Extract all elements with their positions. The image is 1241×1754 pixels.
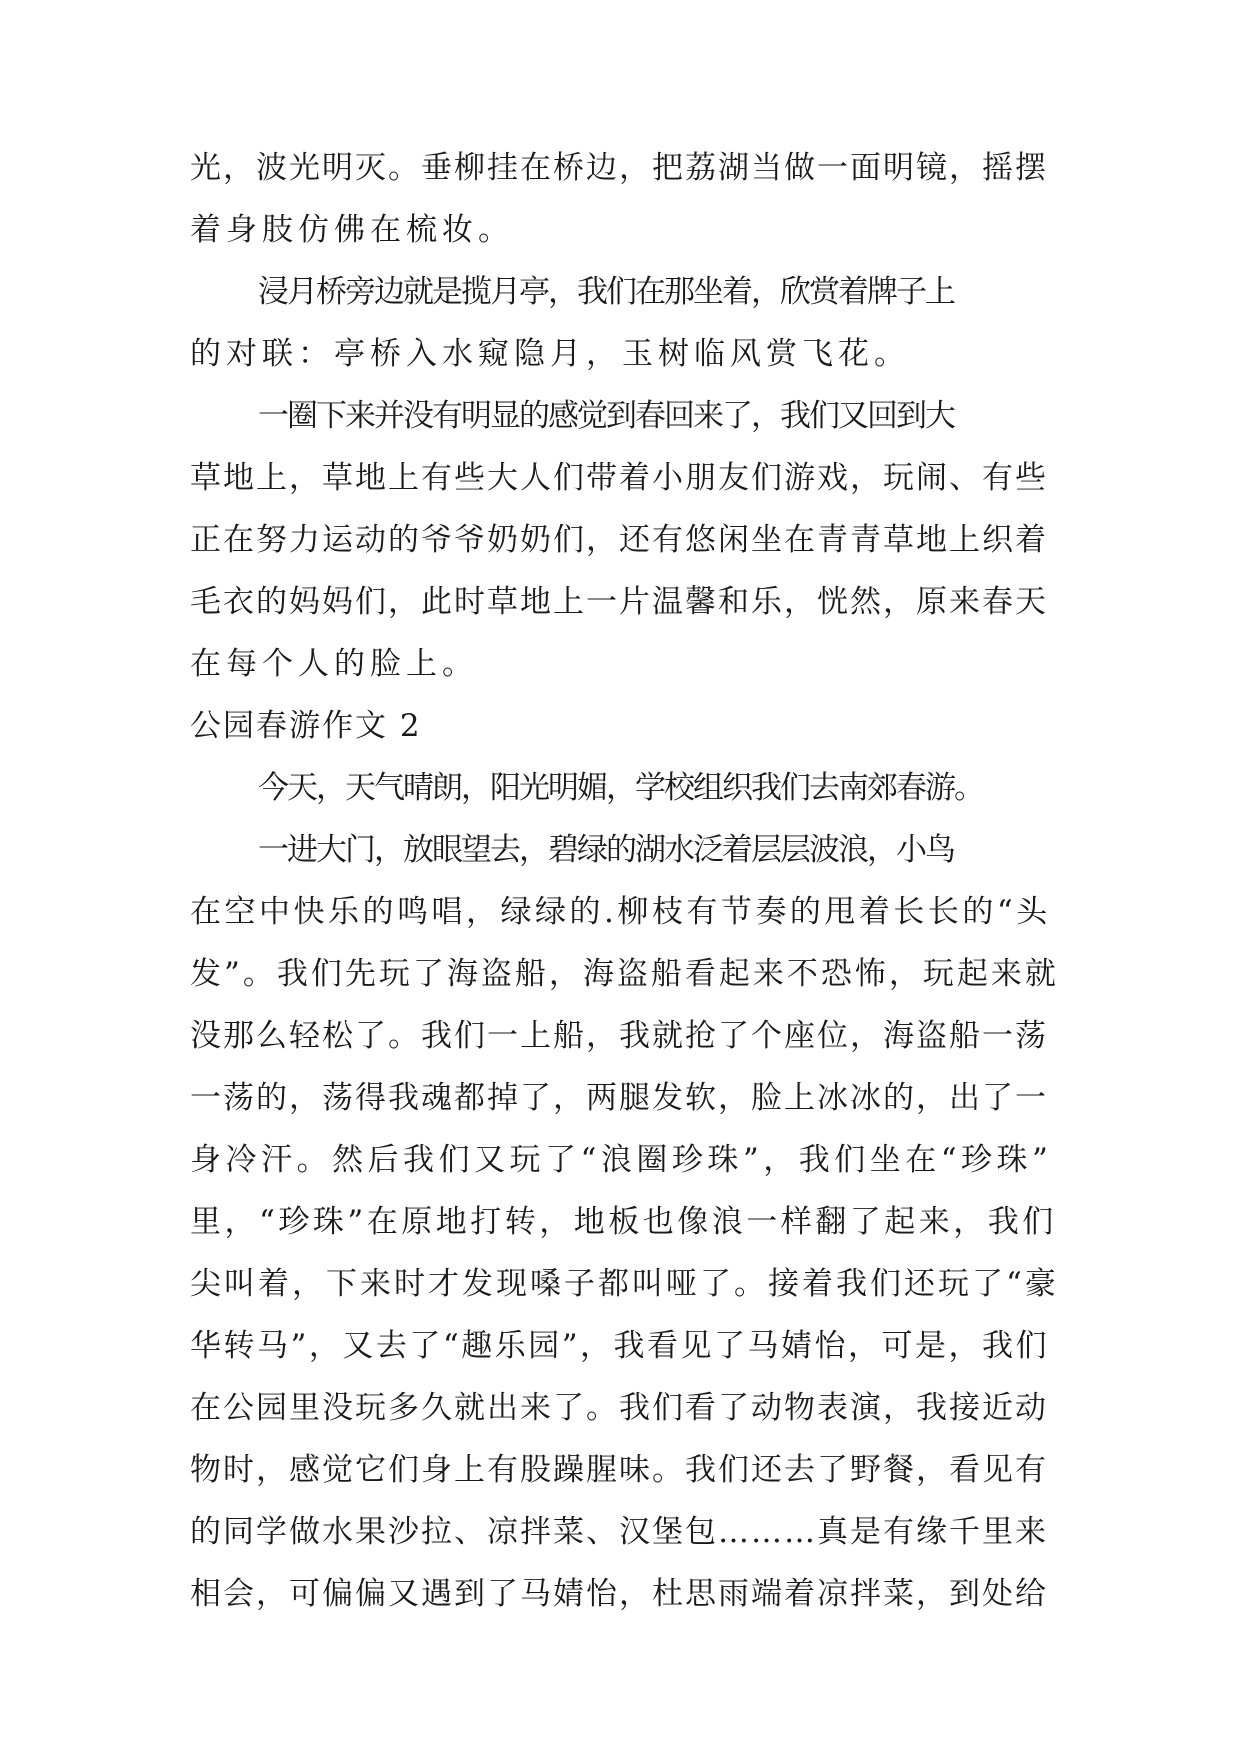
text-line: 光，波光明灭。垂柳挂在桥边，把荔湖当做一面明镜，摇摆 — [190, 150, 1048, 186]
text-line: 在空中快乐的鸣唱，绿绿的.柳枝有节奏的甩着长长的“头 — [190, 894, 1051, 930]
text-line: 没那么轻松了。我们一上船，我就抢了个座位，海盗船一荡 — [190, 1018, 1048, 1054]
text-line: 毛衣的妈妈们，此时草地上一片温馨和乐，恍然，原来春天 — [190, 584, 1048, 620]
text-line: 的同学做水果沙拉、凉拌菜、汉堡包………真是有缘千里来 — [190, 1514, 1048, 1550]
text-line: 里，“珍珠”在原地打转，地板也像浪一样翻了起来，我们 — [190, 1204, 1057, 1240]
section-heading: 公园春游作文 2 — [190, 708, 422, 744]
paragraph-first-line: 一圈下来并没有明显的感觉到春回来了，我们又回到大 — [258, 398, 954, 434]
text-line: 物时，感觉它们身上有股躁腥味。我们还去了野餐，看见有 — [190, 1452, 1048, 1488]
text-line: 发”。我们先玩了海盗船，海盗船看起来不恐怖，玩起来就 — [190, 956, 1059, 992]
text-line: 尖叫着，下来时才发现嗓子都叫哑了。接着我们还玩了“豪 — [190, 1266, 1059, 1302]
text-line: 身冷汗。然后我们又玩了“浪圈珍珠”，我们坐在“珍珠” — [190, 1142, 1053, 1178]
paragraph-first-line: 浸月桥旁边就是揽月亭，我们在那坐着，欣赏着牌子上 — [258, 274, 954, 310]
paragraph-first-line: 一进大门，放眼望去，碧绿的湖水泛着层层波浪，小鸟 — [258, 832, 954, 868]
text-line: 草地上，草地上有些大人们带着小朋友们游戏，玩闹、有些 — [190, 460, 1048, 496]
paragraph-first-line: 今天，天气晴朗，阳光明媚，学校组织我们去南郊春游。 — [258, 770, 983, 806]
text-line: 着身肢仿佛在梳妆。 — [190, 212, 514, 248]
text-line: 相会，可偏偏又遇到了马婧怡，杜思雨端着凉拌菜，到处给 — [190, 1576, 1048, 1612]
text-line: 正在努力运动的爷爷奶奶们，还有悠闲坐在青青草地上织着 — [190, 522, 1048, 558]
text-line: 华转马”，又去了“趣乐园”，我看见了马婧怡，可是，我们 — [190, 1328, 1050, 1364]
text-line: 在公园里没玩多久就出来了。我们看了动物表演，我接近动 — [190, 1390, 1048, 1426]
text-line: 的对联：亭桥入水窥隐月，玉树临风赏飞花。 — [190, 336, 910, 372]
text-line: 一荡的，荡得我魂都掉了，两腿发软，脸上冰冰的，出了一 — [190, 1080, 1048, 1116]
text-line: 在每个人的脸上。 — [190, 646, 478, 682]
